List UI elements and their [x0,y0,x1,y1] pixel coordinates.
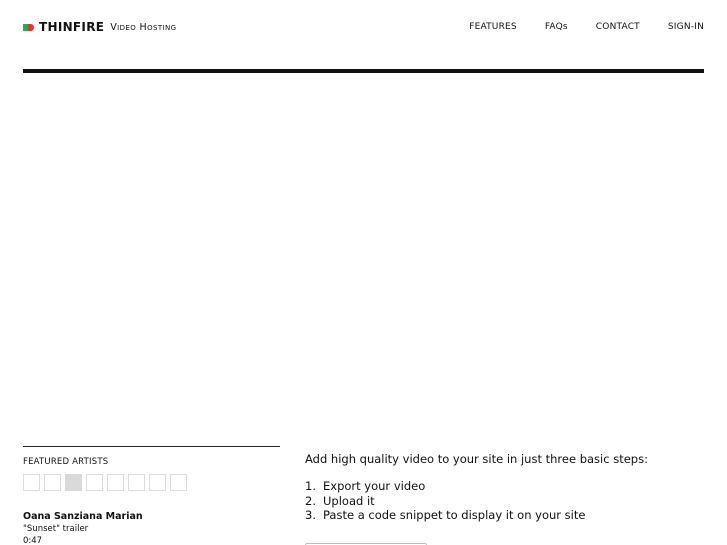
artist-thumbnail[interactable] [128,474,145,491]
featured-artists-title: FEATURED ARTISTS [23,457,109,467]
step-number: 3. [305,508,316,522]
main-nav [441,22,704,32]
artist-work-title: "Sunset" trailer [23,524,89,534]
nav-faqs-link[interactable]: FAQs [544,22,568,32]
step-item [305,508,704,523]
step-text: Paste a code snippet to display it on your site [323,508,586,522]
artist-thumbnail[interactable] [23,474,40,491]
getting-started-steps [305,452,704,523]
step-text: Export your video [323,479,426,493]
step-number: 2. [305,493,316,508]
step-item [305,494,704,509]
artist-thumbnail[interactable] [107,474,124,491]
brand-name: THINFIRE [39,20,105,34]
steps-intro: Add high quality video to your site in just three basic steps: [305,452,648,466]
step-number: 1. [305,479,316,493]
steps-list [305,479,704,523]
thinfire-logo-icon [23,24,34,31]
artist-thumbnail[interactable] [86,474,103,491]
artist-video-duration: 0:47 [23,536,43,545]
site-header [23,0,704,56]
site-logo[interactable] [23,20,176,34]
artist-thumbnail[interactable] [149,474,166,491]
brand-tagline: Video Hosting [110,21,177,33]
artist-thumbnails [23,474,280,491]
step-item [305,479,704,494]
header-divider [23,69,704,73]
nav-sign-in-link[interactable]: SIGN-IN [667,22,704,32]
step-text: Upload it [323,493,375,508]
artist-thumbnail[interactable] [44,474,61,491]
artist-thumbnail[interactable] [170,474,187,491]
featured-video-player[interactable] [23,80,704,435]
featured-artists-panel [23,446,280,545]
artist-thumbnail[interactable] [65,474,82,491]
nav-contact-link[interactable]: CONTACT [595,22,640,32]
artist-name: Oana Sanziana Marian [23,511,143,522]
nav-features-link[interactable]: FEATURES [469,22,517,32]
